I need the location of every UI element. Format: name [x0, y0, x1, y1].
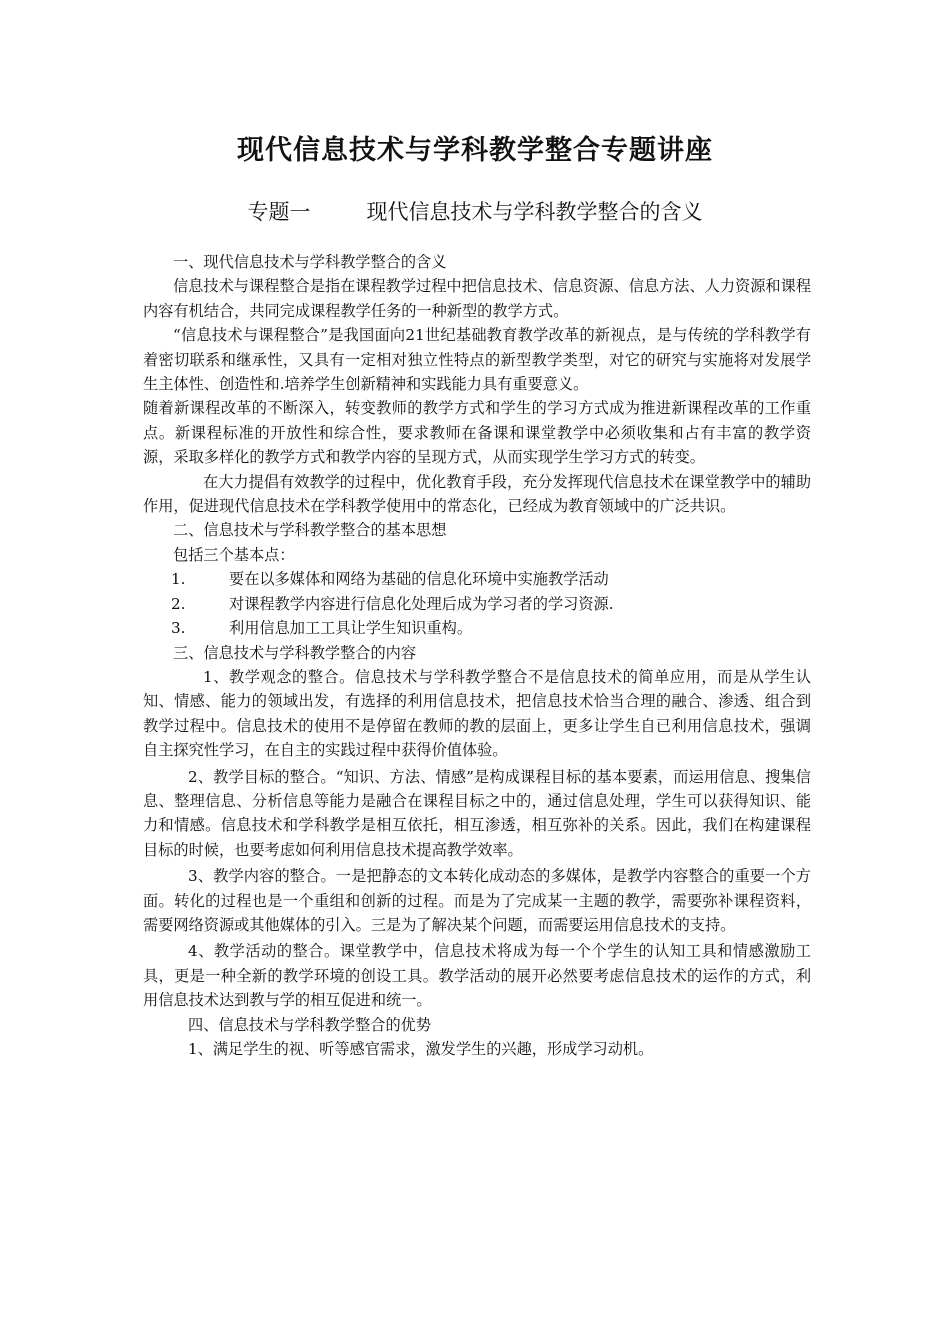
list-item	[143, 567, 811, 591]
paragraph: 1、教学观念的整合。信息技术与学科教学整合不是信息技术的简单应用，而是从学生认知、情感、能力的领域出发，有选择的利用信息技术，把信息技术恰当合理的融合、渗透、组合到教学过程中。信息技术的使用不是停留在教师的教的层面上，更多让学生自已利用信息技术，强调自主探究性学习，在自主的实践过程中获得价值体验。	[143, 667, 811, 760]
list-text: 要在以多媒体和网络为基础的信息化环境中实施教学活动	[229, 570, 609, 589]
list-item	[143, 616, 811, 640]
paragraph: “信息技术与课程整合”是我国面向21世纪基础教育教学改革的新视点，是与传统的学科教学有着密切联系和继承性，又具有一定相对独立性特点的新型教学类型，对它的研究与实施将对发展学生主体性、创造性和.培养学生创新精神和实践能力具有重要意义。	[143, 326, 811, 394]
paragraph: 2、教学目标的整合。“知识、方法、情感”是构成课程目标的基本要素，而运用信息、搜集信息、整理信息、分析信息等能力是融合在课程目标之中的，通过信息处理，学生可以获得知识、能力和情感。信息技术和学科教学是相互依托，相互渗透，相互弥补的关系。因此，我们在构建课程目标的时候，也要考虑如何利用信息技术提高教学效率。	[143, 767, 811, 859]
document-title: 现代信息技术与学科教学整合专题讲座	[237, 135, 713, 166]
list-number: 3.	[171, 619, 186, 638]
section-4-heading: 四、信息技术与学科教学整合的优势	[188, 1015, 431, 1034]
section-3-heading: 三、信息技术与学科教学整合的内容	[173, 643, 416, 662]
paragraph: 3、教学内容的整合。一是把静态的文本转化成动态的多媒体，是教学内容整合的重要一个方面。转化的过程也是一个重组和创新的过程。而是为了完成某一主题的教学，需要弥补课程资料，需要网络资源或其他媒体的引入。三是为了解决某个问题，而需要运用信息技术的支持。	[143, 867, 811, 934]
list-number: 2.	[171, 594, 186, 613]
paragraph: 随着新课程改革的不断深入，转变教师的教学方式和学生的学习方式成为推进新课程改革的工作重点。新课程标准的开放性和综合性，要求教师在备课和课堂教学中必须收集和占有丰富的教学资源，采取多样化的教学方式和教学内容的呈现方式，从而实现学生学习方式的转变。	[143, 399, 811, 467]
paragraph: 包括三个基本点：	[173, 545, 295, 564]
list-text: 利用信息加工工具让学生知识重构。	[229, 619, 472, 638]
paragraph: 在大力提倡有效教学的过程中，优化教育手段，充分发挥现代信息技术在课堂教学中的辅助作用，促进现代信息技术在学科教学使用中的常态化，已经成为教育领域中的广泛共识。	[143, 472, 811, 516]
document-body	[143, 250, 811, 1061]
list-item	[143, 592, 811, 616]
section-2-heading: 二、信息技术与学科教学整合的基本思想	[173, 521, 447, 540]
paragraph: 4、教学活动的整合。课堂教学中，信息技术将成为每一个个学生的认知工具和情感激励工具，更是一种全新的教学环境的创设工具。教学活动的展开必然要考虑信息技术的运作的方式，利用信息技术达到教与学的相互促进和统一。	[143, 942, 811, 1010]
subtitle-text: 现代信息技术与学科教学整合的含义	[366, 200, 703, 224]
paragraph: 1、满足学生的视、听等感官需求，激发学生的兴趣，形成学习动机。	[188, 1040, 654, 1058]
section-1-heading: 一、现代信息技术与学科教学整合的含义	[173, 253, 447, 271]
section-subtitle	[0, 195, 950, 229]
paragraph: 信息技术与课程整合是指在课程教学过程中把信息技术、信息资源、信息方法、人力资源和课程内容有机结合，共同完成课程教学任务的一种新型的教学方式。	[143, 277, 811, 320]
list-number: 1.	[171, 570, 186, 589]
list-text: 对课程教学内容进行信息化处理后成为学习者的学习资源.	[229, 594, 614, 613]
subtitle-label: 专题一	[247, 200, 311, 224]
